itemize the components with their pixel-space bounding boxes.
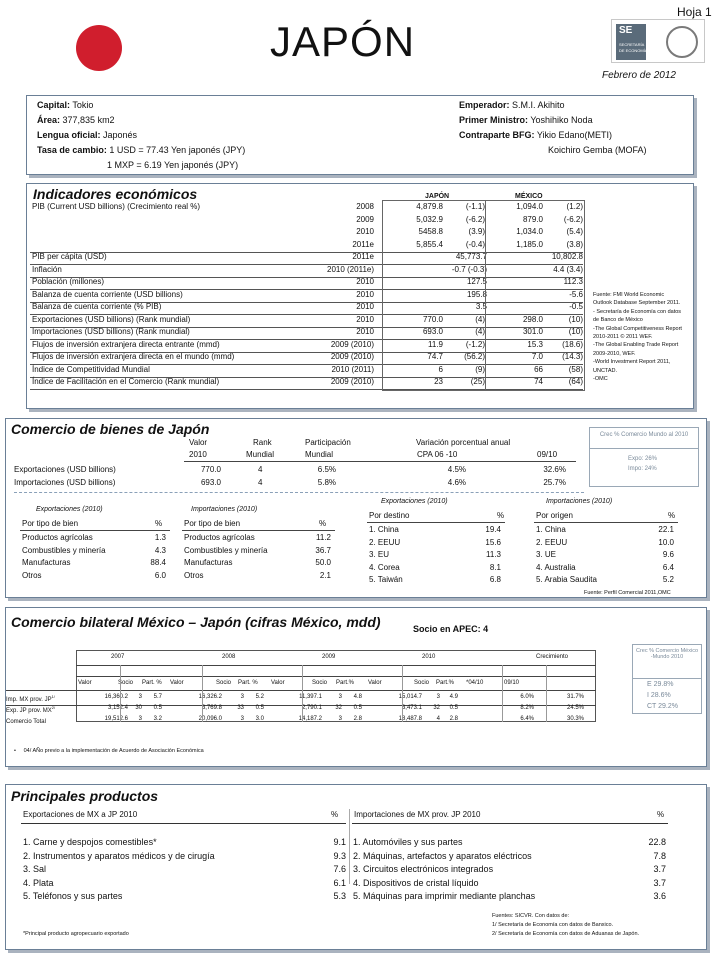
destination-item: 4. Corea [369, 562, 400, 572]
destination-header: Por destino [369, 511, 410, 520]
date-label: Febrero de 2012 [602, 70, 676, 81]
imp-type-item: Manufacturas [184, 558, 233, 567]
export-product-pct: 9.1 [333, 837, 346, 847]
import-product-pct: 22.8 [648, 837, 666, 847]
imp-type-item: Combustibles y minería [184, 545, 268, 555]
destination-item: 2. EEUU [369, 537, 401, 547]
table-rule [76, 665, 596, 666]
emperor-value: S.M.I. Akihito [512, 100, 565, 110]
products-footnote: *Principal producto agropecuario exportado [23, 931, 129, 937]
indicator-mexico-value: 7.0 [531, 352, 543, 361]
bilateral-cell: 4 [436, 716, 440, 722]
bilateral-cell: 3 [240, 716, 244, 722]
column-frame [382, 200, 486, 391]
sub-header: Valor [78, 680, 92, 686]
language-value: Japonés [103, 130, 138, 140]
sub-header: 09/10 [504, 680, 520, 686]
bilateral-cell: 11,397.1 [299, 694, 322, 700]
origin-item: 5. Arabia Saudita [536, 575, 597, 584]
indicator-japan-value: 195.8 [466, 289, 487, 299]
indicator-japan-growth: (4) [475, 327, 485, 336]
indicator-japan-value: 693.0 [422, 327, 443, 336]
source-line: 2009-2010, WEF. [593, 350, 636, 357]
destination-value: 8.1 [489, 562, 501, 572]
exp-type-header: Por tipo de bien [22, 519, 79, 528]
indicator-mexico-growth: (18.6) [562, 339, 583, 349]
header-rule [534, 522, 678, 523]
bilateral-cell: 32 [335, 705, 342, 711]
indicator-mexico-value: 10,802.8 [551, 252, 583, 261]
import-product: 2. Máquinas, artefactos y aparatos eléctricos [353, 850, 532, 861]
indicator-mexico-value: 298.0 [522, 314, 543, 324]
destination-value: 19.4 [485, 525, 501, 534]
destination-value: 11.3 [486, 550, 501, 559]
sub-header: Part. % [238, 680, 258, 686]
destination-pct-header: % [497, 511, 505, 520]
trade-var: 25.7% [543, 478, 566, 487]
imp-type-item: Otros [184, 570, 204, 580]
trade-row-label: Importaciones (USD billions) [14, 478, 116, 487]
indicator-year: 2009 (2010) [330, 352, 374, 361]
imp-type-value: 2.1 [319, 570, 331, 580]
indicator-mexico-value: 879.0 [522, 214, 543, 224]
indicator-mexico-value: 74 [534, 377, 543, 386]
source-line: -OMC [593, 376, 608, 382]
fx-mxp-value: 1 MXP = 6.19 Yen japonés (JPY) [107, 160, 239, 170]
bilateral-cell: 16,326.2 [198, 694, 222, 700]
import-product: 3. Circuitos electrónicos integrados [353, 864, 494, 874]
crec-mx-world-box: Crec % Comercio México -Mundo 2010 E 29.8% I 28.6% CT 29.2% [632, 644, 702, 714]
indicator-year: 2010 (2011e) [327, 264, 374, 274]
indicator-japan-value: 5458.8 [418, 227, 443, 236]
col-rule [502, 665, 503, 722]
indicator-japan-value: 5,855.4 [416, 239, 443, 249]
bilateral-cell: 4.8 [353, 694, 362, 700]
origin-header: Por origen [536, 511, 573, 520]
exp-type-item: Productos agrícolas [22, 533, 93, 542]
fx-usd-value: 1 USD = 77.43 Yen japonés (JPY) [109, 145, 246, 155]
source-line: -The Global Enabling Trade Report [593, 342, 679, 349]
indicators-box [26, 183, 694, 409]
origin-item: 2. EEUU [536, 537, 568, 547]
bilateral-cell: 30.3% [566, 716, 584, 722]
indicator-mexico-growth: (1.2) [566, 202, 583, 211]
indicator-mexico-growth: (3.8) [566, 239, 583, 249]
indicator-mexico-value: 301.0 [522, 327, 543, 336]
sub-header: Socio [216, 680, 232, 686]
source-line: Fuente: FMI World Economic [593, 292, 665, 298]
indicator-japan-growth: (25) [470, 377, 485, 386]
indicator-mexico-value: 1,094.0 [516, 202, 543, 211]
indicator-label: Población (millones) [32, 277, 105, 286]
crec-world-box: Crec % Comercio Mundo al 2010 Expo: 26% Impo: 24% [589, 427, 699, 487]
indicator-label: Balanza de cuenta corriente (% PIB) [32, 302, 162, 311]
indicator-label: PIB (Current USD billions) (Crecimiento real %) [32, 202, 201, 211]
sub-header: Part.% [436, 680, 455, 686]
origin-item: 1. China [536, 525, 566, 534]
bilateral-cell: 0.5 [353, 705, 362, 711]
indicator-mexico-value: 66 [534, 364, 543, 374]
bilateral-cell: 31.7% [566, 694, 584, 700]
destination-item: 5. Taiwán [369, 575, 403, 584]
indicator-year: 2009 (2010) [330, 377, 374, 386]
bilateral-cell: 3 [338, 694, 342, 700]
col-japan: JAPÓN [425, 193, 450, 200]
indicator-japan-value: -0.7 (-0.3) [451, 264, 487, 274]
indicator-japan-growth: (-0.4) [465, 239, 485, 249]
bilateral-cell: 2.8 [353, 716, 362, 722]
year-header: 2010 [422, 654, 436, 660]
source-line: de Banco de México [593, 317, 643, 324]
export-product-pct: 5.3 [333, 891, 346, 901]
bilateral-row-label [6, 716, 46, 725]
trade-valor: 770.0 [200, 465, 221, 474]
destination-value: 15.6 [485, 537, 501, 547]
exp-type-item: Combustibles y minería [22, 545, 106, 555]
source-line: UNCTAD. [593, 367, 618, 374]
year-header: 2009 [322, 654, 336, 660]
products-box: Principales productos Exportaciones de MX a JP 2010 % Importaciones de MX prov. JP 2010 % 1. Carne y despojos comestibles* 9.1 2. Instrumentos y aparatos médicos y de cirugía 9.3 3. Sal 7.6 4. Plata 6.1 5. Teléfonos y sus partes 5.3 1. Automóviles y sus partes 22.8 2. Máquinas, artefactos y aparatos eléctricos 7.8 3. Circuitos electrónicos integrados 3.7 4. Dispositivos de cristal líquido 3.7 5. Máquinas para imprimir mediante planchas 3.6 *Principal producto agropecuario exportado Fuentes: SICVR. Con datos de: 1/ Secretaría de Economía con datos de Banxico. 2/ Secretaría de Economía con datos de Aduanas de Japón. [5, 784, 707, 950]
source-line: -World Investment Report 2011, [593, 359, 671, 366]
origin-item: 4. Australia [536, 562, 576, 572]
indicator-mexico-value: -0.5 [569, 302, 583, 311]
export-product: 1. Carne y despojos comestibles* [23, 837, 157, 847]
sub-header: Socio [414, 680, 430, 686]
bilateral-row-label [6, 694, 55, 703]
indicator-mexico-value: 4.4 (3.4) [553, 264, 583, 274]
indicator-japan-value: 4,879.8 [416, 202, 443, 211]
footnote-marker: 2/ [51, 705, 56, 710]
bilateral-row-label [6, 705, 55, 714]
indicator-year: 2011e [352, 239, 374, 249]
import-product: 1. Automóviles y sus partes [353, 837, 463, 847]
export-product: 4. Plata [23, 877, 54, 888]
indicator-japan-growth: (3.9) [468, 227, 485, 236]
bilateral-cell: 32 [433, 705, 440, 711]
counterpart-value-2: Koichiro Gemba (MOFA) [548, 145, 647, 155]
col-rule [202, 665, 203, 722]
trade-part: 6.5% [317, 465, 336, 474]
export-product-pct: 7.6 [333, 864, 346, 874]
indicator-japan-growth: (56.2) [464, 352, 485, 361]
trade-valor: 693.0 [200, 478, 221, 487]
bilateral-cell: 5.2 [255, 694, 264, 700]
import-product: 4. Dispositivos de cristal líquido [353, 877, 479, 888]
indicator-japan-growth: (-1.1) [465, 202, 485, 211]
indicator-label: Índice de Competitividad Mundial [32, 364, 150, 374]
bilateral-cell: 24.5% [566, 705, 584, 711]
trade-part: 5.8% [317, 478, 336, 487]
trade-row-label: Exportaciones (USD billions) [14, 465, 116, 474]
indicator-mexico-growth: (10) [568, 327, 583, 336]
indicator-mexico-growth: (58) [568, 364, 583, 374]
indicator-mexico-value: 1,185.0 [516, 239, 543, 249]
footnote-marker: 1/ [51, 694, 55, 699]
bilateral-box [5, 607, 707, 767]
destination-item: 1. China [369, 525, 399, 534]
import-product-pct: 3.6 [653, 891, 666, 901]
indicator-label: Flujos de inversión extranjera directa en el mundo (mmd) [32, 352, 235, 361]
trade-source: Fuente: Perfil Comercial 2011,OMC [584, 590, 671, 596]
exp-type-item: Otros [22, 570, 42, 580]
origin-value: 6.4 [662, 562, 674, 572]
exp-type-value: 6.0 [154, 570, 166, 580]
sheet-label: Hoja 1 [677, 5, 712, 19]
sub-header: Valor [271, 680, 285, 686]
trade-cpa: 4.5% [447, 465, 466, 474]
header-rule [182, 530, 335, 531]
indicator-japan-value: 3.5 [475, 302, 487, 311]
import-product-pct: 3.7 [653, 877, 666, 888]
counterpart-value: Yikio Edano(METI) [536, 130, 613, 140]
indicator-year: 2009 (2010) [330, 339, 374, 349]
indicator-year: 2010 [356, 227, 374, 236]
indicator-label: Exportaciones (USD billions) (Rank mundial) [32, 314, 191, 324]
bilateral-cell: 0.5 [449, 705, 458, 711]
exp-type-value: 88.4 [150, 558, 166, 567]
header-rule [20, 530, 170, 531]
column-frame [485, 200, 585, 391]
indicator-label: PIB per cápita (USD) [32, 252, 107, 261]
bilateral-cell: 14,187.2 [298, 716, 322, 722]
bilateral-cell: 15,014.7 [398, 694, 422, 700]
indicator-year: 2010 [356, 327, 374, 336]
indicator-mexico-value: -5.6 [569, 289, 583, 299]
export-product: 2. Instrumentos y aparatos médicos y de cirugía [23, 850, 215, 861]
sub-header: Socio [312, 680, 328, 686]
bilateral-row-name: Imp. MX prov. JP [6, 697, 52, 703]
year-header: Crecimiento [536, 654, 569, 660]
indicator-mexico-growth: (10) [568, 314, 583, 324]
indicator-label: Índice de Facilitación en el Comercio (Rank mundial) [32, 377, 220, 386]
bilateral-row-name: Exp. JP prov. MX [6, 708, 52, 714]
origin-value: 9.6 [662, 550, 674, 559]
source-line: -The Global Competitiveness Report [593, 325, 682, 332]
destination-value: 6.8 [489, 575, 501, 584]
indicator-japan-value: 74.7 [427, 352, 443, 361]
indicator-mexico-value: 112.3 [563, 277, 583, 286]
table-rule [76, 676, 596, 677]
bilateral-cell: 0.5 [255, 705, 264, 711]
indicator-label: Inflación [32, 264, 62, 274]
exp-type-value: 4.3 [154, 545, 166, 555]
indicator-year: 2008 [356, 202, 374, 211]
bilateral-cell: 3,152.4 [107, 705, 128, 711]
export-product-pct: 6.1 [333, 877, 346, 888]
indicator-label: Importaciones (USD billions) (Rank mundial) [32, 327, 190, 336]
trade-rank: 4 [258, 478, 263, 487]
export-product: 5. Teléfonos y sus partes [23, 891, 123, 901]
table-rule [6, 690, 596, 691]
year-header: 2007 [111, 654, 125, 660]
exp-type-item: Manufacturas [22, 558, 71, 567]
imp-type-item: Productos agrícolas [184, 533, 255, 542]
indicator-japan-value: 127.5 [466, 277, 487, 286]
bilateral-row-name: Comercio Total [6, 719, 46, 725]
origin-item: 3. UE [536, 550, 557, 559]
col-mexico: MÉXICO [515, 193, 543, 200]
trade-title: Comercio de bienes de Japón [11, 421, 210, 437]
sub-header: Valor [170, 680, 184, 686]
bilateral-cell: 3 [138, 716, 142, 722]
products-title: Principales productos [11, 788, 159, 804]
indicator-japan-value: 770.0 [422, 314, 443, 324]
source-line: Fuentes: SICVR. Con datos de: [492, 913, 570, 919]
bilateral-cell: 2.8 [449, 716, 458, 722]
sub-header: Socio [118, 680, 134, 686]
import-product-pct: 7.8 [653, 850, 666, 861]
bilateral-cell: 2,790.1 [301, 705, 322, 711]
bilateral-cell: 19,512.6 [104, 716, 128, 722]
indicator-year: 2010 [356, 277, 374, 286]
indicator-label: Flujos de inversión extranjera directa entrante (mmd) [32, 339, 220, 349]
bilateral-cell: 16,360.2 [104, 694, 128, 700]
indicators-title: Indicadores económicos [33, 186, 198, 202]
area-value: 377,835 km2 [62, 115, 115, 125]
sub-header: Valor [368, 680, 382, 686]
origin-value: 22.1 [658, 525, 674, 534]
sub-header: Part.% [336, 680, 355, 686]
export-product: 3. Sal [23, 864, 47, 874]
indicator-label: Balanza de cuenta corriente (USD billions) [32, 289, 183, 299]
indicator-japan-value: 11.9 [428, 339, 443, 349]
trade-cpa: 4.6% [447, 478, 466, 487]
indicator-japan-value: 45,773.7 [455, 252, 487, 261]
source-line: 1/ Secretaría de Economía con datos de Banxico. [492, 922, 614, 928]
source-line: 2010-2011 © 2011 WEF. [593, 334, 653, 340]
indicator-mexico-growth: (14.3) [562, 352, 583, 361]
bilateral-cell: 0.5 [153, 705, 162, 711]
bilateral-cell: 3,473.1 [401, 705, 422, 711]
bilateral-cell: 4.9 [449, 694, 458, 700]
trade-var: 32.6% [543, 465, 566, 474]
col-rule [402, 665, 403, 722]
import-product-pct: 3.7 [653, 864, 666, 874]
indicator-year: 2010 [356, 289, 374, 299]
source-line: 2/ Secretaría de Economía con datos de Aduanas de Japón. [492, 931, 640, 937]
bilateral-cell: 3.0 [255, 716, 264, 722]
indicator-mexico-growth: (5.4) [566, 227, 583, 236]
capital-value: Tokio [72, 100, 94, 110]
indicator-japan-growth: (-1.2) [465, 339, 485, 349]
indicator-mexico-value: 1,034.0 [516, 227, 543, 236]
prime-minister-value: Yoshihiko Noda [530, 115, 593, 125]
imp-type-value: 36.7 [315, 545, 331, 555]
indicator-mexico-growth: (64) [568, 377, 583, 386]
exp-type-value: 1.3 [154, 533, 166, 542]
indicator-japan-value: 5,032.9 [416, 214, 443, 224]
bilateral-cell: 6.4% [520, 716, 534, 722]
indicator-mexico-value: 15.3 [527, 339, 543, 349]
header-rule [367, 522, 505, 523]
eagle-seal-icon [666, 26, 698, 58]
bilateral-cell: 18,487.8 [398, 716, 422, 722]
bilateral-cell: 30 [135, 705, 142, 711]
apec-label: Socio en APEC: 4 [413, 624, 489, 634]
trade-rank: 4 [258, 465, 263, 474]
bilateral-table-frame [76, 650, 596, 722]
bilateral-cell: 6.0% [520, 694, 534, 700]
indicator-year: 2010 [356, 314, 374, 324]
sub-header: *04/10 [466, 680, 484, 686]
page-title: JAPÓN [270, 18, 416, 65]
bilateral-cell: 3 [138, 694, 142, 700]
imp-type-value: 50.0 [315, 558, 331, 567]
bilateral-cell: 3 [240, 694, 244, 700]
imp-type-value: 11.2 [316, 533, 331, 542]
bilateral-cell: 5.7 [153, 694, 162, 700]
bilateral-title: Comercio bilateral México – Japón (cifras México, mdd) [11, 614, 381, 630]
indicator-year: 2010 (2011) [331, 364, 374, 374]
imp-type-header: Por tipo de bien [184, 519, 241, 528]
source-line: - Secretaría de Economía con datos [593, 308, 682, 315]
col-rule [120, 665, 121, 722]
bilateral-cell: 8.2% [520, 705, 534, 711]
bilateral-cell: 3 [338, 716, 342, 722]
col-rule [302, 665, 303, 722]
destination-item: 3. EU [369, 550, 390, 559]
sub-header: Part. % [142, 680, 162, 686]
indicator-japan-value: 6 [438, 364, 443, 374]
general-info-box: Capital: Tokio Área: 377,835 km2 Lengua oficial: Japonés Tasa de cambio: 1 USD = 77.43 Yen japonés (JPY) 1 MXP = 6.19 Yen japonés (JPY) Emperador: S.M.I. Akihito Primer Ministro: Yoshihiko Noda Contraparte BFG: Yikio Edano(METI) Koichiro Gemba (MOFA) [26, 95, 694, 175]
indicator-japan-growth: (-6.2) [465, 214, 485, 224]
trade-box: Comercio de bienes de Japón Valor Rank Participación Variación porcentual anual 2010 Mundial Mundial CPA 06 -10 09/10 Exportaciones (USD billions) 770.0 4 6.5% 4.5% 32.6% Importaciones (USD billions) 693.0 4 5.8% 4.6% 25.7% Crec % Comercio Mundo al 2010 Expo: 26% Impo: 24% Exportaciones (2010) Importaciones (2010) Exportaciones (2010) Importaciones (2010) Por tipo de bien % Productos agrícolas 1.3 Combustibles y minería 4.3 Manufacturas 88.4 Otros 6.0 Por tipo de bien % Productos agrícolas 11.2 Combustibles y minería 36.7 Manufacturas 50.0 Otros 2.1 Por destino % 1. China 19.4 2. EEUU 15.6 3. EU 11.3 4. Corea 8.1 5. Taiwán 6.8 Por origen % 1. China 22.1 2. EEUU 10.0 3. UE 9.6 4. Australia 6.4 5. Arabia Saudita 5.2 Fuente: Perfil Comercial 2011,OMC [5, 418, 707, 598]
origin-value: 5.2 [662, 575, 674, 584]
bilateral-cell: 3,769.8 [201, 705, 222, 711]
origin-value: 10.0 [658, 537, 674, 547]
imp-type-pct-header: % [319, 519, 327, 528]
origin-pct-header: % [668, 511, 676, 520]
bilateral-cell: 3.2 [153, 716, 162, 722]
bilateral-cell: 33 [237, 705, 244, 711]
bilateral-cell: 3 [436, 694, 440, 700]
indicator-japan-growth: (9) [475, 364, 485, 374]
import-product: 5. Máquinas para imprimir mediante planchas [353, 891, 536, 901]
year-header: 2008 [222, 654, 236, 660]
indicator-japan-value: 23 [434, 377, 443, 386]
secretaria-economia-logo: SE SECRETARÍA DE ECONOMÍA [611, 19, 705, 63]
bilateral-note: • 04/ AÑo previo a la implementación de Acuerdo de Asociación Económica [14, 748, 204, 754]
indicator-year: 2011e [352, 252, 374, 261]
indicator-japan-growth: (4) [475, 314, 485, 324]
japan-flag-icon [76, 25, 122, 71]
export-product-pct: 9.3 [333, 850, 346, 861]
indicator-year: 2010 [356, 302, 374, 311]
exp-type-pct-header: % [155, 519, 163, 528]
indicator-mexico-growth: (-6.2) [563, 214, 583, 224]
bilateral-cell: 20,096.0 [198, 716, 222, 722]
col-rule [546, 665, 547, 722]
source-line: Outlook Database September 2011. [593, 300, 681, 307]
indicator-year: 2009 [356, 214, 374, 224]
